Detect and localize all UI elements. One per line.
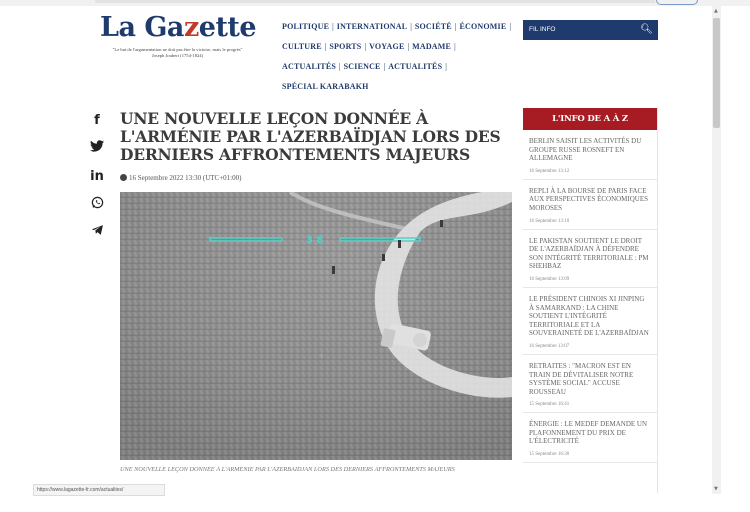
- fil-info-label: FIL INFO: [529, 26, 556, 33]
- svg-text:3 8: 3 8: [306, 235, 324, 246]
- browser-top-strip: [0, 0, 750, 6]
- sidebar-news-az: [523, 108, 658, 493]
- svg-text:+: +: [318, 351, 325, 360]
- sidebar-item-date: 15 Septembre 16:30: [529, 452, 570, 458]
- status-url-bar: https://www.lagazette-fr.com/actualites/: [33, 484, 165, 496]
- page-scrollbar[interactable]: [712, 6, 721, 494]
- article-image[interactable]: [120, 192, 512, 460]
- nav-item-societe[interactable]: SOCIÉTÉ: [414, 22, 452, 31]
- facebook-icon[interactable]: f: [94, 113, 100, 128]
- sidebar-item-title[interactable]: ÉNERGIE : LE MEDEF DEMANDE UN PLAFONNEMENT DU PRIX DE L'ÉLECTRICITÉ: [529, 420, 648, 446]
- sidebar-item-date: 16 Septembre 13:09: [529, 276, 570, 282]
- sidebar-item[interactable]: [523, 180, 657, 230]
- main-navigation: [282, 17, 514, 97]
- logo-quote-author: Joseph Joubert (1754-1824): [151, 53, 204, 58]
- nav-row: CULTURE | SPORTS | VOYAGE | MADAME |: [282, 42, 456, 51]
- scroll-up-icon[interactable]: ▲: [714, 8, 718, 14]
- sidebar-heading: L'INFO DE A À Z: [523, 108, 657, 130]
- clock-icon: [120, 174, 127, 181]
- nav-item-international[interactable]: INTERNATIONAL: [336, 22, 408, 31]
- article-date-text: 16 Septembre 2022 13:30 (UTC+01:00): [129, 174, 242, 182]
- sidebar-item[interactable]: [523, 130, 657, 180]
- twitter-icon[interactable]: [88, 140, 106, 158]
- browser-button[interactable]: [656, 0, 698, 5]
- telegram-icon[interactable]: [88, 224, 106, 242]
- sidebar-item[interactable]: [523, 288, 657, 355]
- nav-item-sports[interactable]: SPORTS: [329, 42, 362, 51]
- sidebar-item-date: 16 Septembre 13:07: [529, 343, 570, 349]
- sidebar-item[interactable]: [523, 413, 657, 463]
- social-share-bar: [88, 112, 106, 252]
- linkedin-icon[interactable]: in: [90, 169, 104, 184]
- sidebar-item-title[interactable]: REPLI À LA BOURSE DE PARIS FACE AUX PERSPECTIVES ÉCONOMIQUES MOROSES: [529, 186, 649, 212]
- article-headline: UNE NOUVELLE LEÇON DONNÉE À L'ARMÉNIE PAR L'AZERBAÏDJAN LORS DES DERNIERS AFFRONTEMENTS MAJEURS: [120, 109, 501, 164]
- article-date: [120, 174, 241, 182]
- nav-item-actualites[interactable]: ACTUALITÉS: [282, 62, 337, 71]
- nav-item-voyage[interactable]: VOYAGE: [369, 42, 405, 51]
- sidebar-item-date: 16 Septembre 13:12: [529, 168, 570, 174]
- sidebar-item-title[interactable]: RETRAITES : "MACRON EST EN TRAIN DE DÉVITALISER NOTRE SYSTÈME SOCIAL" ACCUSE ROUSSEAU: [529, 361, 634, 396]
- nav-row: ACTUALITÉS | SCIENCE | ACTUALITÉS |: [282, 62, 447, 71]
- nav-item-economie[interactable]: ÉCONOMIE: [459, 22, 507, 31]
- nav-row: POLITIQUE | INTERNATIONAL | SOCIÉTÉ | ÉCONOMIE |: [282, 22, 511, 31]
- sidebar-item[interactable]: [523, 355, 657, 413]
- sidebar-item-date: 16 Septembre 13:10: [529, 218, 570, 224]
- nav-item-politique[interactable]: POLITIQUE: [282, 22, 330, 31]
- nav-item-science[interactable]: SCIENCE: [343, 62, 381, 71]
- search-icon[interactable]: 🔍︎: [640, 24, 653, 35]
- fil-info-bar[interactable]: [523, 20, 658, 40]
- scrollbar-thumb[interactable]: [713, 18, 720, 128]
- image-caption: UNE NOUVELLE LEÇON DONNÉE À L'ARMÉNIE PAR L'AZERBAÏDJAN LORS DES DERNIERS AFFRONTEMENTS MAJEURS: [120, 466, 455, 473]
- sidebar-item-date: 15 Septembre 16:41: [529, 402, 570, 408]
- logo-title: La Gazette: [100, 12, 257, 43]
- logo-tagline: "Le but de l'argumentation ne doit pas être la victoire, mais le progrès": [112, 47, 243, 52]
- scroll-down-icon[interactable]: ▼: [714, 486, 718, 492]
- nav-item-special-karabakh[interactable]: SPÉCIAL KARABAKH: [282, 82, 369, 91]
- whatsapp-icon[interactable]: [88, 196, 106, 214]
- nav-item-culture[interactable]: CULTURE: [282, 42, 322, 51]
- site-logo[interactable]: [100, 12, 255, 59]
- address-bar[interactable]: [95, 0, 655, 3]
- nav-row: [282, 77, 514, 97]
- sidebar-item-title[interactable]: BERLIN SAISIT LES ACTIVITÉS DU GROUPE RUSSE ROSNEFT EN ALLEMAGNE: [529, 137, 642, 163]
- sidebar-item[interactable]: [523, 230, 657, 288]
- nav-item-actualites-2[interactable]: ACTUALITÉS: [388, 62, 443, 71]
- sidebar-item-title[interactable]: LE PAKISTAN SOUTIENT LE DROIT DE L'AZERBAÏDJAN À DÉFENDRE SON INTÉGRITÉ TERRITORIALE : PM SHEHBAZ: [529, 236, 649, 271]
- sidebar-item-title[interactable]: LE PRÉSIDENT CHINOIS XI JINPING À SAMARKAND : LA CHINE SOUTIENT L'INTÉGRITÉ TERRITORIALE ET LA SOUVERAINETÉ DE L'AZERBAÏDJAN: [529, 294, 649, 338]
- nav-item-madame[interactable]: MADAME: [412, 42, 452, 51]
